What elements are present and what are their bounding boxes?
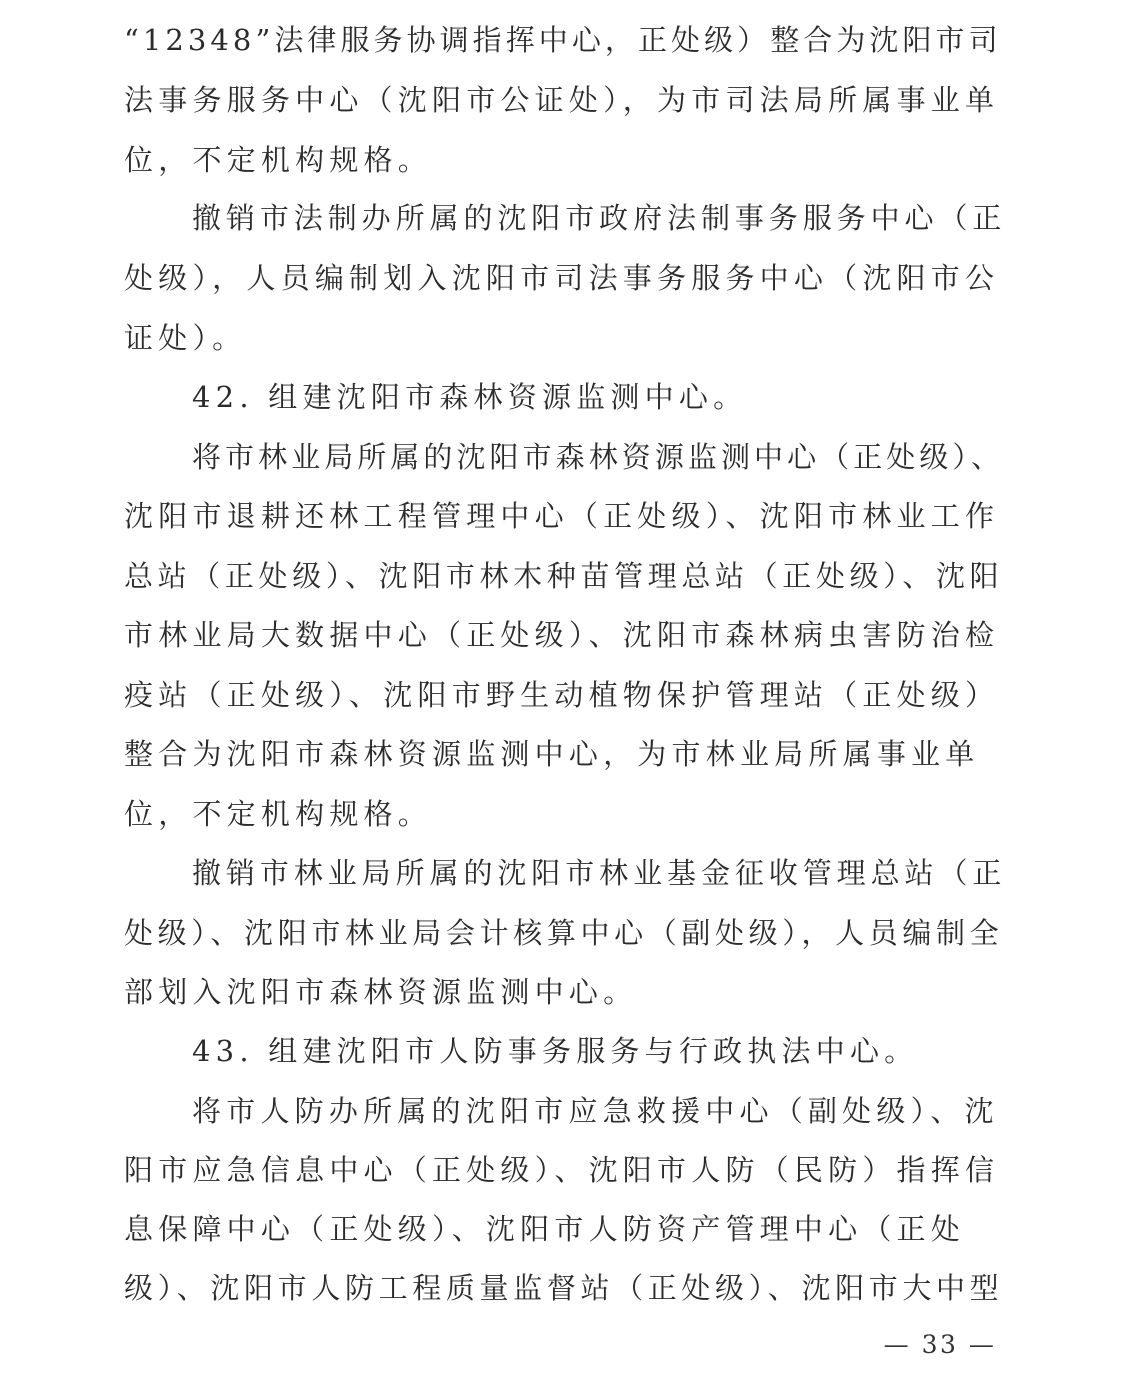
text-line — [0, 1209, 1121, 1249]
text-line — [0, 80, 1121, 120]
page-number: — 33 — — [883, 1330, 997, 1359]
line-text: 将市林业局所属的沈阳市森林资源监测中心（正处级）、 — [192, 440, 1005, 474]
text-line — [0, 198, 1121, 238]
text-line — [0, 318, 1121, 358]
text-line — [0, 972, 1121, 1012]
text-line — [0, 615, 1121, 655]
line-text: 位，不定机构规格。 — [124, 143, 432, 177]
line-text: 位，不定机构规格。 — [124, 797, 432, 831]
line-text: 撤销市林业局所属的沈阳市林业基金征收管理总站（正 — [192, 856, 1007, 890]
line-text: 疫站（正处级）、沈阳市野生动植物保护管理站（正处级） — [124, 678, 1000, 712]
line-text: 处级）、沈阳市林业局会计核算中心（副处级），人员编制全 — [124, 916, 1004, 950]
text-line — [0, 1091, 1121, 1131]
text-line — [0, 20, 1121, 60]
text-line — [0, 1268, 1121, 1308]
line-text: 将市人防办所属的沈阳市应急救援中心（副处级）、沈 — [192, 1094, 999, 1128]
line-text: 息保障中心（正处级）、沈阳市人防资产管理中心（正处 — [124, 1212, 966, 1246]
line-text: 级）、沈阳市人防工程质量监督站（正处级）、沈阳市大中型 — [124, 1271, 1004, 1305]
text-line — [0, 437, 1121, 477]
line-text: 整合为沈阳市森林资源监测中心，为市林业局所属事业单 — [124, 737, 980, 771]
text-line — [0, 734, 1121, 774]
line-text: 总站（正处级）、沈阳市林木种苗管理总站（正处级）、沈阳 — [124, 559, 1004, 593]
heading-text: 43. 组建沈阳市人防事务服务与行政执法中心。 — [192, 1034, 919, 1068]
line-text: 沈阳市退耕还林工程管理中心（正处级）、沈阳市林业工作 — [124, 499, 1000, 533]
line-text: “12348”法律服务协调指挥中心，正处级）整合为沈阳市司 — [124, 23, 1002, 57]
text-line — [0, 140, 1121, 180]
line-text: 证处）。 — [124, 321, 247, 355]
line-text: 阳市应急信息中心（正处级）、沈阳市人防（民防）指挥信 — [124, 1153, 1000, 1187]
line-text: 处级），人员编制划入沈阳市司法事务服务中心（沈阳市公 — [124, 261, 1000, 295]
text-line — [0, 913, 1121, 953]
text-line — [0, 675, 1121, 715]
text-line — [0, 556, 1121, 596]
text-line — [0, 853, 1121, 893]
line-text: 市林业局大数据中心（正处级）、沈阳市森林病虫害防治检 — [124, 618, 1000, 652]
line-text: 撤销市法制办所属的沈阳市政府法制事务服务中心（正 — [192, 201, 1007, 235]
text-line — [0, 496, 1121, 536]
text-line — [0, 794, 1121, 834]
section-heading — [0, 377, 1121, 417]
line-text: 法事务服务中心（沈阳市公证处），为市司法局所属事业单 — [124, 83, 1000, 117]
text-line — [0, 258, 1121, 298]
line-text: 部划入沈阳市森林资源监测中心。 — [124, 975, 638, 1009]
heading-text: 42. 组建沈阳市森林资源监测中心。 — [192, 380, 748, 414]
text-line — [0, 1150, 1121, 1190]
section-heading — [0, 1031, 1121, 1071]
